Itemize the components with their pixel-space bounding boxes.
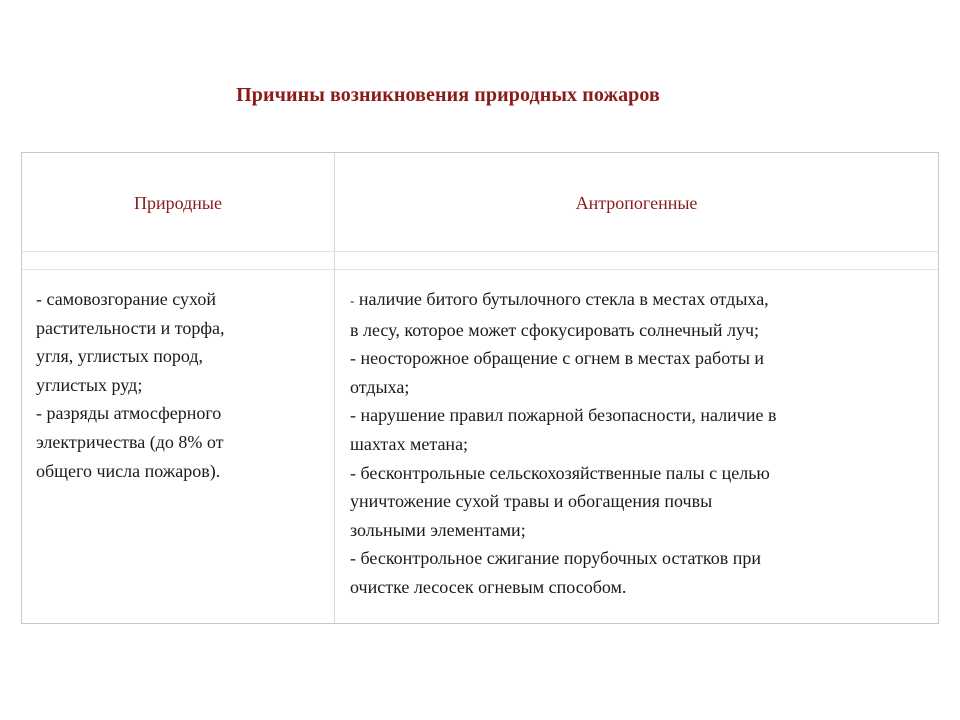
anthropogenic-line: в лесу, которое может сфокусировать солнечный луч; (350, 319, 759, 340)
anthropogenic-line: - бесконтрольные сельскохозяйственные палы с целью (350, 462, 770, 483)
anthropogenic-line: - неосторожное обращение с огнем в местах работы и (350, 348, 765, 369)
header-divider-secondary (22, 269, 938, 270)
natural-line: - разряды атмосферного (36, 403, 222, 424)
anthropogenic-line: уничтожение сухой травы и обогащения почвы (350, 491, 713, 512)
header-anthropogenic: Антропогенные (575, 193, 698, 213)
leading-dash: - (350, 293, 355, 308)
anthropogenic-line: очистке лесосек огневым способом. (350, 576, 627, 597)
natural-line: угля, углистых пород, (36, 346, 204, 367)
natural-line: растительности и торфа, (36, 317, 225, 338)
anthropogenic-line: зольными элементами; (350, 519, 526, 540)
page-title: Причины возникновения природных пожаров (236, 84, 660, 106)
causes-table (21, 152, 939, 624)
header-natural: Природные (134, 193, 222, 213)
natural-line: - самовозгорание сухой (36, 289, 216, 309)
anthropogenic-causes-cell (350, 285, 930, 602)
anthropogenic-line-text: наличие битого бутылочного стекла в местах отдыха, (354, 289, 769, 309)
natural-line: общего числа пожаров). (36, 460, 221, 481)
anthropogenic-line: отдыха; (350, 376, 410, 397)
header-divider (22, 251, 938, 252)
anthropogenic-line: шахтах метана; (350, 433, 469, 454)
natural-line: электричества (до 8% от (36, 431, 224, 452)
anthropogenic-line: - нарушение правил пожарной безопасности, наличие в (350, 405, 777, 426)
anthropogenic-line: - бесконтрольное сжигание порубочных остатков при (350, 548, 762, 569)
natural-causes-cell (36, 285, 326, 485)
anthropogenic-line (350, 285, 930, 316)
column-divider (334, 153, 335, 623)
natural-line: углистых руд; (36, 374, 143, 395)
